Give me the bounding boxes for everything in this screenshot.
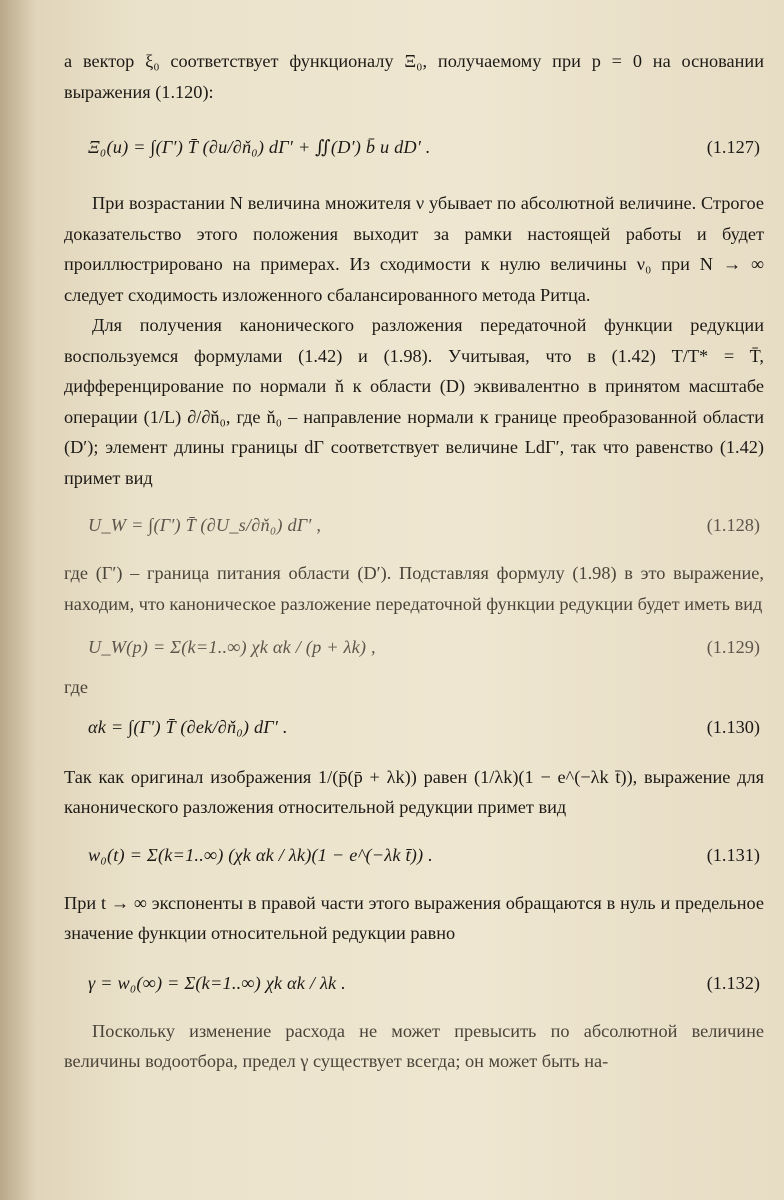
equation-1-129 [64,637,764,658]
paragraph-canonical-expansion: Для получения канонического разложения передаточной функции редукции воспользуемся формулами (1.42) и (1.98). Учитывая, что в (1.42) T/T* = T̄, дифференцирование по нормали ň к области (D) эквивалентно в принятом масштабе операции (1/L) ∂/∂ň₀, где ň₀ – направление нормали к границе преобразованной области (D′); элемент длины границы dΓ соответствует величине LdΓ′, так что равенство (1.42) примет вид [64,315,764,488]
equation-number: (1.130) [706,716,760,737]
paragraph-limit: При t → ∞ экспоненты в правой части этого выражения обращаются в нуль и предельное значение функции относительной редукции равно [64,892,764,943]
paragraph-original-image: Так как оригинал изображения 1/(p̄(p̄ + λk)) равен (1/λk)(1 − e^(−λk t̄)), выражение для канонического разложения относительной редукции примет вид [64,766,764,817]
equation-formula: U_W(p) = Σ(k=1..∞) χk αk / (p + λk) , [88,637,376,657]
paragraph-where: где [64,677,89,697]
equation-1-128 [64,515,764,536]
equation-number: (1.128) [706,515,760,535]
paragraph-vector-xi: а вектор ξ₀ соответствует функционалу Ξ₀, получаемому при p = 0 на основании выражения (1.120): [64,51,764,102]
equation-number: (1.131) [706,844,760,865]
equation-formula: U_W = ∫(Γ′) T̄ (∂U_s/∂ň₀) dΓ′ , [88,515,322,535]
equation-1-127 [64,137,764,158]
equation-1-131 [64,845,764,866]
equation-1-130 [64,717,764,738]
equation-formula: γ = w₀(∞) = Σ(k=1..∞) χk αk / λk . [88,972,346,993]
equation-number: (1.129) [706,637,760,657]
equation-formula: αk = ∫(Γ′) T̄ (∂ek/∂ň₀) dΓ′ . [88,716,288,737]
page-gutter-shadow [0,0,36,1200]
equation-1-132 [64,973,764,994]
equation-number: (1.132) [706,972,760,993]
paragraph-convergence: При возрастании N величина множителя ν убывает по абсолютной величине. Строгое доказательство этого положения выходит за рамки настоящей работы и будет проиллюстрировано на примерах. Из сходимости к нулю величины ν₀ при N → ∞ следует сходимость изложенного сбалансированного метода Ритца. [64,193,764,305]
equation-formula: Ξ₀(u) = ∫(Γ′) T̄ (∂u/∂ň₀) dΓ′ + ∬(D′) b̄ u dD′ . [88,137,431,157]
equation-formula: w₀(t) = Σ(k=1..∞) (χk αk / λk)(1 − e^(−λk t̄)) . [88,844,433,865]
paragraph-flow-change: Поскольку изменение расхода не может превысить по абсолютной величине величины водоотбора, предел γ существует всегда; он может быть на- [64,1020,764,1071]
equation-number: (1.127) [706,137,760,157]
paragraph-boundary: где (Γ′) – граница питания области (D′). Подставляя формулу (1.98) в это выражение, находим, что каноническое разложение передаточной функции редукции будет иметь вид [64,563,764,614]
